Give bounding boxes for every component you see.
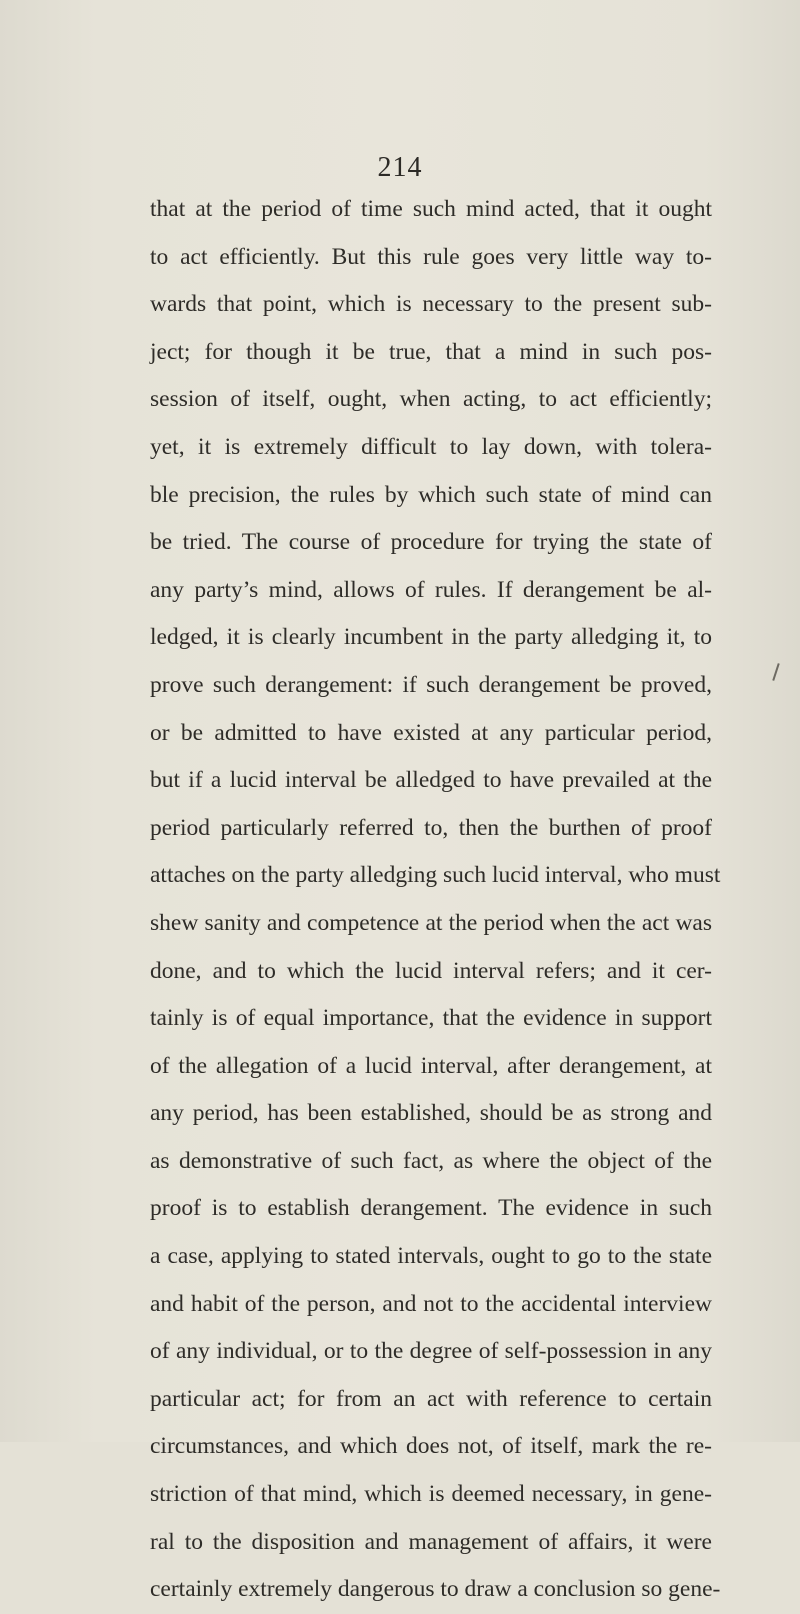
text-line: of the allegation of a lucid interval, after derangement, at — [150, 1052, 712, 1079]
text-line: that at the period of time such mind acted, that it ought — [150, 196, 712, 222]
text-line: particular act; for from an act with reference to certain — [150, 1385, 712, 1412]
text-line: period particularly referred to, then the burthen of proof — [150, 814, 712, 841]
text-line: certainly extremely dangerous to draw a conclusion so gene- — [150, 1576, 721, 1603]
text-line: wards that point, which is necessary to the present sub- — [150, 291, 712, 318]
text-line: ject; for though it be true, that a mind in such pos- — [150, 338, 712, 365]
text-line: done, and to which the lucid interval refers; and it cer- — [150, 957, 712, 984]
text-line: circumstances, and which does not, of itself, mark the re- — [150, 1433, 712, 1460]
text-line: shew sanity and competence at the period when the act was — [150, 909, 712, 936]
text-line: a case, applying to stated intervals, ought to go to the state — [150, 1243, 712, 1270]
text-line: but if a lucid interval be alledged to have prevailed at the — [150, 767, 712, 794]
text-line: any party’s mind, allows of rules. If derangement be al- — [150, 576, 712, 603]
text-line: ble precision, the rules by which such state of mind can — [150, 481, 712, 508]
page-number: 214 — [377, 152, 423, 183]
text-line: any period, has been established, should be as strong and — [150, 1100, 712, 1127]
text-line: or be admitted to have existed at any particular period, — [150, 719, 712, 746]
text-line: proof is to establish derangement. The evidence in such — [150, 1195, 712, 1222]
text-line: ral to the disposition and management of affairs, it were — [150, 1528, 712, 1555]
text-line: tainly is of equal importance, that the evidence in support — [150, 1005, 712, 1032]
text-line: to act efficiently. But this rule goes very little way to- — [150, 243, 712, 270]
text-line: striction of that mind, which is deemed necessary, in gene- — [150, 1481, 712, 1508]
text-line: prove such derangement: if such derangement be proved, — [150, 671, 712, 698]
text-line: of any individual, or to the degree of self-possession in any — [150, 1338, 712, 1365]
text-line: and habit of the person, and not to the accidental interview — [150, 1290, 712, 1317]
text-line: session of itself, ought, when acting, to act efficiently; — [150, 386, 712, 413]
text-line: ledged, it is clearly incumbent in the party alledging it, to — [150, 624, 712, 651]
text-line: yet, it is extremely difficult to lay down, with tolera- — [150, 433, 712, 460]
text-line: as demonstrative of such fact, as where the object of the — [150, 1147, 712, 1174]
margin-mark — [772, 663, 779, 681]
text-line: attaches on the party alledging such lucid interval, who must — [150, 862, 721, 889]
text-line: be tried. The course of procedure for trying the state of — [150, 529, 712, 556]
body-text — [150, 186, 721, 1614]
